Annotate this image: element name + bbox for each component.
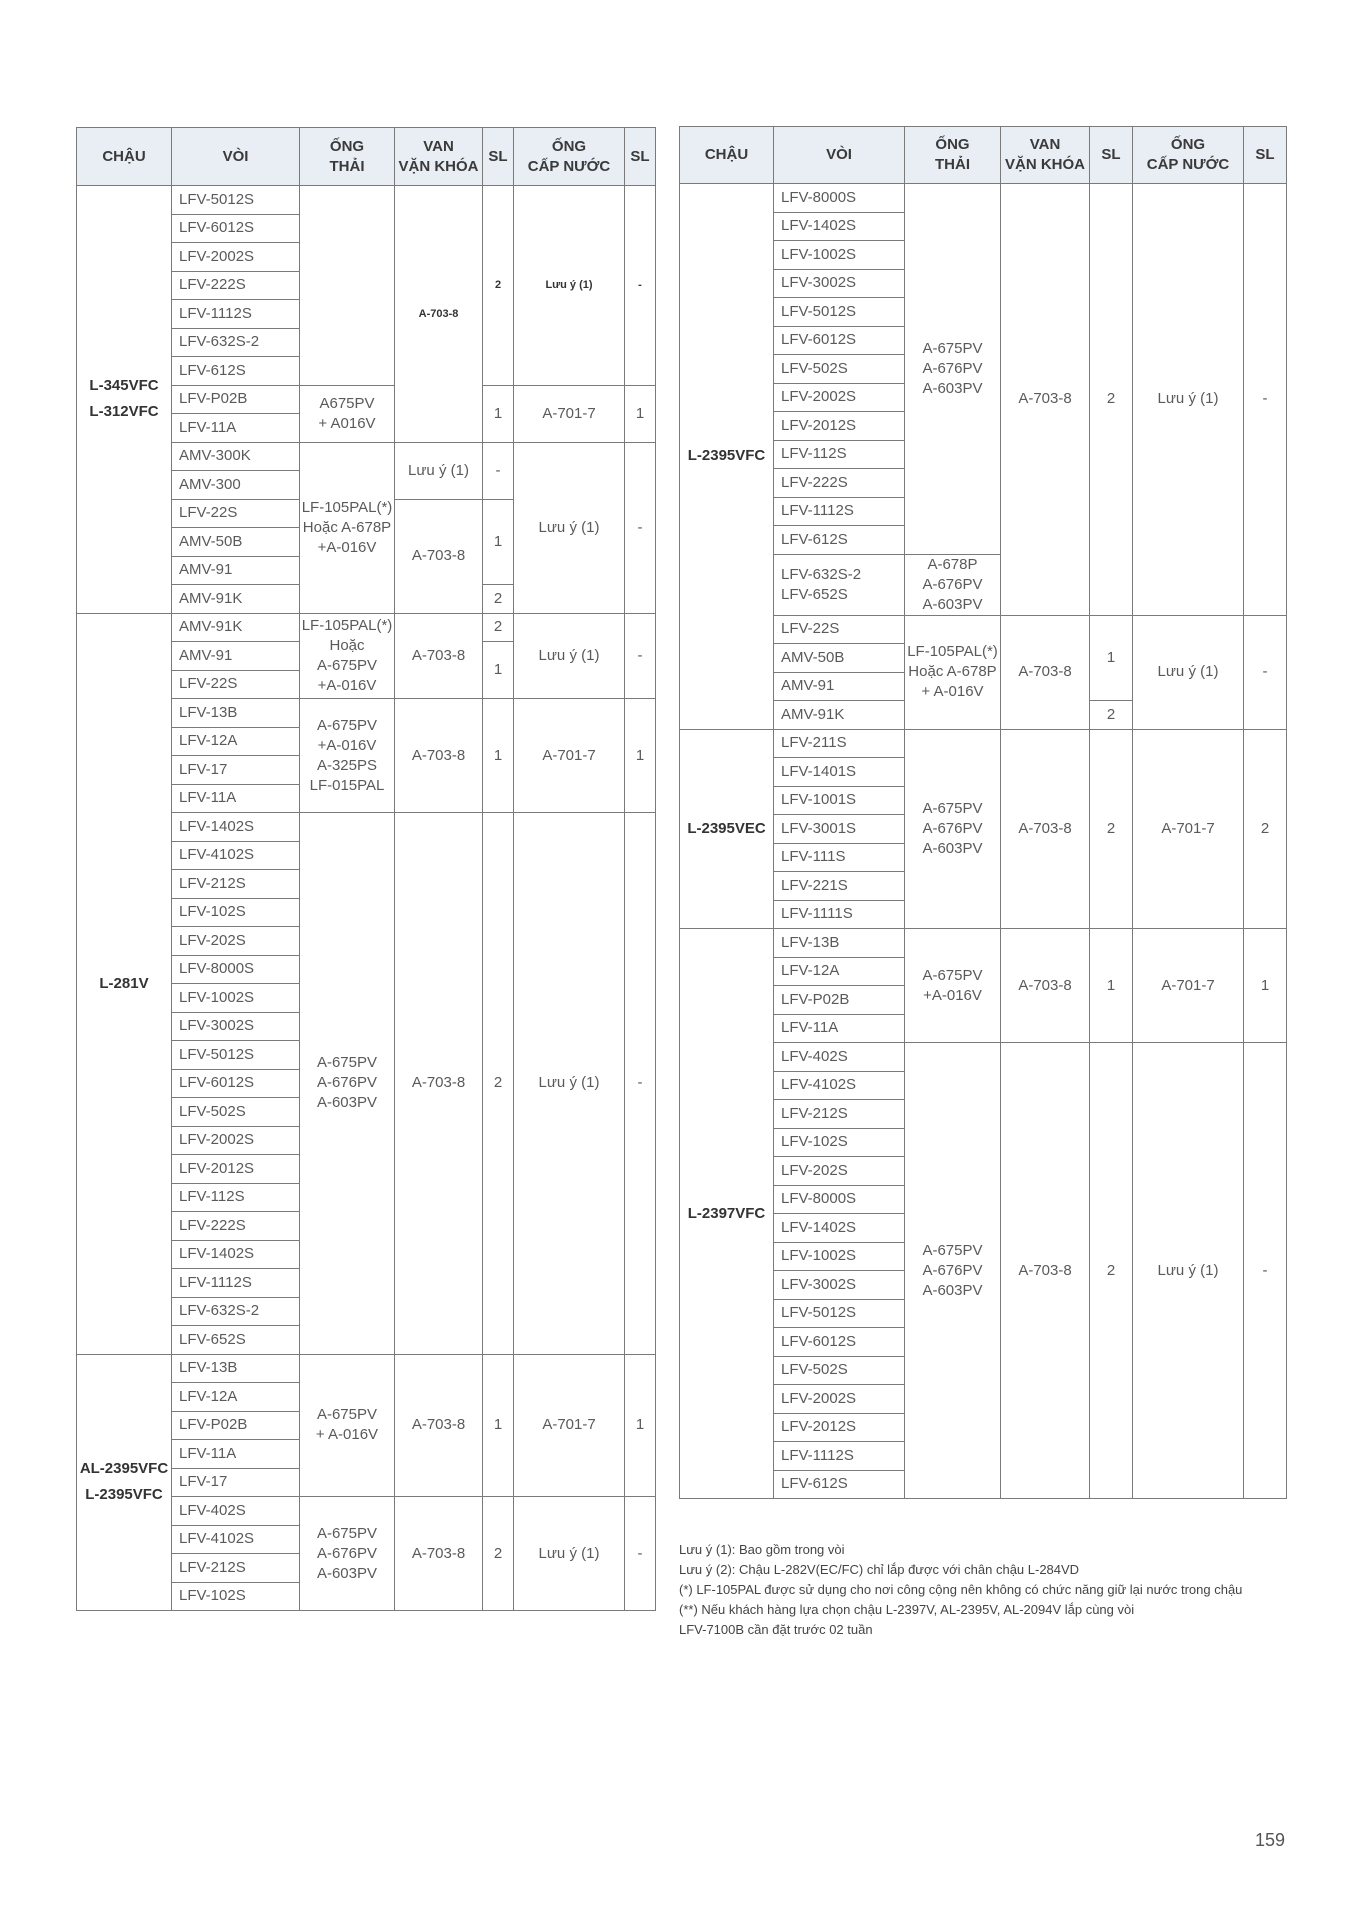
faucet-cell: LFV-1402S xyxy=(172,813,300,842)
drain-pipe-cell: A-675PV + A-016V xyxy=(300,1354,395,1497)
supply-pipe-cell: A-701-7 xyxy=(1133,729,1244,929)
faucet-cell: LFV-502S xyxy=(774,1356,905,1385)
faucet-cell: AMV-91K xyxy=(774,701,905,730)
header-voi: VÒI xyxy=(172,128,300,186)
faucet-cell: LFV-4102S xyxy=(172,1525,300,1554)
faucet-cell: LFV-2002S xyxy=(774,1385,905,1414)
supply-quantity-cell: - xyxy=(1244,1043,1287,1499)
faucet-cell: AMV-91K xyxy=(172,585,300,614)
faucet-cell: LFV-632S-2 xyxy=(172,328,300,357)
footnote: LFV-7100B cần đặt trước 02 tuần xyxy=(679,1622,873,1637)
supply-quantity-cell: - xyxy=(625,442,656,613)
valve-cell: A-703-8 xyxy=(395,1354,483,1497)
faucet-cell: LFV-632S-2 LFV-652S xyxy=(774,554,905,615)
faucet-cell: LFV-6012S xyxy=(774,1328,905,1357)
faucet-cell: LFV-4102S xyxy=(172,841,300,870)
supply-quantity-cell: - xyxy=(625,1497,656,1611)
faucet-cell: LFV-112S xyxy=(774,440,905,469)
header-sl: SL xyxy=(483,128,514,186)
faucet-cell: AMV-91 xyxy=(172,642,300,671)
faucet-cell: LFV-12A xyxy=(774,957,905,986)
faucet-cell: LFV-22S xyxy=(172,670,300,699)
quantity-cell: 1 xyxy=(1090,615,1133,701)
header-van-van-khoa: VAN VẶN KHÓA xyxy=(1001,127,1090,184)
faucet-cell: AMV-300 xyxy=(172,471,300,500)
quantity-cell: 2 xyxy=(483,613,514,642)
faucet-cell: LFV-5012S xyxy=(172,1041,300,1070)
valve-cell: A-703-8 xyxy=(395,1497,483,1611)
faucet-cell: LFV-4102S xyxy=(774,1071,905,1100)
table-row xyxy=(77,1354,656,1383)
supply-quantity-cell: 1 xyxy=(625,385,656,442)
faucet-cell: LFV-17 xyxy=(172,756,300,785)
faucet-cell: LFV-612S xyxy=(774,1470,905,1499)
faucet-cell: LFV-1111S xyxy=(774,900,905,929)
valve-cell: A-703-8 xyxy=(1001,615,1090,729)
basin-cell: L-281V xyxy=(77,613,172,1354)
faucet-cell: LFV-8000S xyxy=(774,1185,905,1214)
footnote: (*) LF-105PAL được sử dụng cho nơi công cộng nên không có chức năng giữ lại nước trong chậu xyxy=(679,1582,1243,1597)
table-header-row xyxy=(77,128,656,186)
faucet-cell: LFV-P02B xyxy=(172,1411,300,1440)
table-row xyxy=(680,184,1287,213)
table-row xyxy=(77,186,656,215)
faucet-cell: LFV-1401S xyxy=(774,758,905,787)
table-body xyxy=(77,186,656,1611)
faucet-cell: LFV-2012S xyxy=(172,1155,300,1184)
faucet-cell: LFV-1112S xyxy=(172,1269,300,1298)
supply-pipe-cell: Lưu ý (1) xyxy=(1133,184,1244,616)
faucet-cell: LFV-632S-2 xyxy=(172,1297,300,1326)
valve-cell: A-703-8 xyxy=(395,813,483,1355)
faucet-cell: LFV-11A xyxy=(172,784,300,813)
faucet-cell: AMV-91 xyxy=(774,672,905,701)
faucet-cell: LFV-652S xyxy=(172,1326,300,1355)
faucet-cell: AMV-50B xyxy=(774,644,905,673)
quantity-cell: 2 xyxy=(1090,701,1133,730)
compatibility-table-right xyxy=(679,126,1287,1499)
faucet-cell: LFV-1112S xyxy=(774,1442,905,1471)
faucet-cell: LFV-2002S xyxy=(172,243,300,272)
faucet-cell: LFV-1402S xyxy=(172,1240,300,1269)
faucet-cell: LFV-612S xyxy=(774,526,905,555)
faucet-cell: AMV-91K xyxy=(172,613,300,642)
faucet-cell: LFV-5012S xyxy=(774,1299,905,1328)
faucet-cell: AMV-300K xyxy=(172,442,300,471)
faucet-cell: LFV-13B xyxy=(172,699,300,728)
drain-pipe-cell: LF-105PAL(*) Hoặc A-678P +A-016V xyxy=(300,442,395,613)
basin-cell: AL-2395VFC L-2395VFC xyxy=(77,1354,172,1611)
faucet-cell: AMV-50B xyxy=(172,528,300,557)
basin-cell: L-345VFC L-312VFC xyxy=(77,186,172,614)
supply-quantity-cell: - xyxy=(625,813,656,1355)
faucet-cell: LFV-1002S xyxy=(172,984,300,1013)
faucet-cell: LFV-5012S xyxy=(172,186,300,215)
quantity-cell: 1 xyxy=(483,642,514,699)
faucet-cell: LFV-102S xyxy=(172,1582,300,1611)
quantity-cell: 2 xyxy=(483,186,514,386)
faucet-cell: LFV-6012S xyxy=(172,214,300,243)
faucet-cell: LFV-212S xyxy=(172,1554,300,1583)
header-sl-2: SL xyxy=(625,128,656,186)
page-number: 159 xyxy=(1255,1830,1286,1850)
footnote: (**) Nếu khách hàng lựa chọn chậu L-2397V, AL-2395V, AL-2094V lắp cùng vòi xyxy=(679,1602,1135,1617)
faucet-cell: LFV-111S xyxy=(774,843,905,872)
valve-cell: A-703-8 xyxy=(395,186,483,443)
faucet-cell: LFV-612S xyxy=(172,357,300,386)
basin-cell: L-2397VFC xyxy=(680,929,774,1499)
faucet-cell: LFV-222S xyxy=(774,469,905,498)
faucet-cell: LFV-1402S xyxy=(774,1214,905,1243)
header-ong-thai: ỐNG THẢI xyxy=(905,127,1001,184)
faucet-cell: LFV-402S xyxy=(774,1043,905,1072)
supply-quantity-cell: - xyxy=(1244,184,1287,616)
quantity-cell: 1 xyxy=(1090,929,1133,1043)
faucet-cell: LFV-2012S xyxy=(774,1413,905,1442)
drain-pipe-cell: A-675PV +A-016V A-325PS LF-015PAL xyxy=(300,699,395,813)
supply-quantity-cell: 1 xyxy=(1244,929,1287,1043)
faucet-cell: LFV-202S xyxy=(172,927,300,956)
faucet-cell: LFV-1112S xyxy=(774,497,905,526)
faucet-cell: LFV-12A xyxy=(172,1383,300,1412)
faucet-cell: LFV-12A xyxy=(172,727,300,756)
faucet-cell: LFV-22S xyxy=(172,499,300,528)
faucet-cell: LFV-1402S xyxy=(774,212,905,241)
footnote: Lưu ý (1): Bao gồm trong vòi xyxy=(679,1542,845,1557)
valve-cell: A-703-8 xyxy=(1001,1043,1090,1499)
quantity-cell: 1 xyxy=(483,499,514,585)
drain-pipe-cell: A-675PV A-676PV A-603PV xyxy=(300,813,395,1355)
faucet-cell: LFV-211S xyxy=(774,729,905,758)
table-header-row xyxy=(680,127,1287,184)
faucet-cell: LFV-221S xyxy=(774,872,905,901)
faucet-cell: LFV-13B xyxy=(774,929,905,958)
header-sl: SL xyxy=(1090,127,1133,184)
quantity-cell: 1 xyxy=(483,1354,514,1497)
supply-pipe-cell: Lưu ý (1) xyxy=(514,813,625,1355)
faucet-cell: LFV-8000S xyxy=(774,184,905,213)
valve-cell: A-703-8 xyxy=(395,699,483,813)
header-ong-cap-nuoc: ỐNG CẤP NƯỚC xyxy=(514,128,625,186)
supply-quantity-cell: 1 xyxy=(625,1354,656,1497)
supply-pipe-cell: A-701-7 xyxy=(1133,929,1244,1043)
supply-pipe-cell: Lưu ý (1) xyxy=(514,1497,625,1611)
valve-cell: A-703-8 xyxy=(395,613,483,699)
supply-pipe-cell: A-701-7 xyxy=(514,385,625,442)
supply-quantity-cell: - xyxy=(625,613,656,699)
drain-pipe-cell: LF-105PAL(*) Hoặc A-675PV +A-016V xyxy=(300,613,395,699)
faucet-cell: LFV-1002S xyxy=(774,1242,905,1271)
faucet-cell: LFV-22S xyxy=(774,615,905,644)
faucet-cell: LFV-11A xyxy=(774,1014,905,1043)
table-body xyxy=(680,184,1287,1499)
faucet-cell: LFV-102S xyxy=(172,898,300,927)
faucet-cell: LFV-11A xyxy=(172,1440,300,1469)
footnotes xyxy=(679,1540,1242,1640)
valve-cell: Lưu ý (1) xyxy=(395,442,483,499)
compatibility-table-left xyxy=(76,127,656,1611)
faucet-cell: LFV-13B xyxy=(172,1354,300,1383)
faucet-cell: LFV-5012S xyxy=(774,298,905,327)
faucet-cell: LFV-402S xyxy=(172,1497,300,1526)
quantity-cell: 2 xyxy=(483,813,514,1355)
faucet-cell: LFV-11A xyxy=(172,414,300,443)
table-row xyxy=(680,929,1287,958)
faucet-cell: LFV-1001S xyxy=(774,786,905,815)
faucet-cell: LFV-3002S xyxy=(774,269,905,298)
faucet-cell: LFV-6012S xyxy=(172,1069,300,1098)
faucet-cell: LFV-222S xyxy=(172,1212,300,1241)
quantity-cell: 2 xyxy=(1090,729,1133,929)
quantity-cell: 2 xyxy=(483,1497,514,1611)
basin-cell: L-2395VEC xyxy=(680,729,774,929)
faucet-cell: LFV-212S xyxy=(774,1100,905,1129)
supply-quantity-cell: - xyxy=(625,186,656,386)
drain-pipe-cell: A-675PV A-676PV A-603PV xyxy=(300,1497,395,1611)
supply-quantity-cell: 1 xyxy=(625,699,656,813)
drain-pipe-cell: LF-105PAL(*) Hoặc A-678P + A-016V xyxy=(905,615,1001,729)
quantity-cell: 2 xyxy=(483,585,514,614)
table-row xyxy=(680,729,1287,758)
drain-pipe-cell: A-675PV A-676PV A-603PV xyxy=(905,1043,1001,1499)
faucet-cell: LFV-502S xyxy=(774,355,905,384)
drain-pipe-cell: A-678P A-676PV A-603PV xyxy=(905,554,1001,615)
faucet-cell: LFV-6012S xyxy=(774,326,905,355)
supply-pipe-cell: A-701-7 xyxy=(514,1354,625,1497)
footnote: Lưu ý (2): Chậu L-282V(EC/FC) chỉ lắp được với chân chậu L-284VD xyxy=(679,1562,1080,1577)
supply-pipe-cell: A-701-7 xyxy=(514,699,625,813)
faucet-cell: LFV-P02B xyxy=(774,986,905,1015)
faucet-cell: LFV-222S xyxy=(172,271,300,300)
supply-pipe-cell: Lưu ý (1) xyxy=(514,613,625,699)
faucet-cell: LFV-1112S xyxy=(172,300,300,329)
faucet-cell: LFV-2002S xyxy=(172,1126,300,1155)
faucet-cell: LFV-3002S xyxy=(774,1271,905,1300)
faucet-cell: LFV-P02B xyxy=(172,385,300,414)
header-ong-cap-nuoc: ỐNG CẤP NƯỚC xyxy=(1133,127,1244,184)
header-van-van-khoa: VAN VẶN KHÓA xyxy=(395,128,483,186)
supply-quantity-cell: - xyxy=(1244,615,1287,729)
valve-cell: A-703-8 xyxy=(1001,184,1090,616)
faucet-cell: LFV-202S xyxy=(774,1157,905,1186)
header-sl-2: SL xyxy=(1244,127,1287,184)
quantity-cell: 2 xyxy=(1090,184,1133,616)
faucet-cell: LFV-112S xyxy=(172,1183,300,1212)
supply-quantity-cell: 2 xyxy=(1244,729,1287,929)
header-chau: CHẬU xyxy=(77,128,172,186)
supply-pipe-cell: Lưu ý (1) xyxy=(1133,615,1244,729)
valve-cell: A-703-8 xyxy=(1001,929,1090,1043)
faucet-cell: LFV-2002S xyxy=(774,383,905,412)
supply-pipe-cell: Lưu ý (1) xyxy=(1133,1043,1244,1499)
drain-pipe-cell xyxy=(300,186,395,386)
valve-cell: A-703-8 xyxy=(1001,729,1090,929)
quantity-cell: 1 xyxy=(483,385,514,442)
drain-pipe-cell: A-675PV A-676PV A-603PV xyxy=(905,729,1001,929)
faucet-cell: LFV-212S xyxy=(172,870,300,899)
quantity-cell: 1 xyxy=(483,699,514,813)
faucet-cell: LFV-17 xyxy=(172,1468,300,1497)
drain-pipe-cell: A-675PV +A-016V xyxy=(905,929,1001,1043)
faucet-cell: AMV-91 xyxy=(172,556,300,585)
header-ong-thai: ỐNG THẢI xyxy=(300,128,395,186)
faucet-cell: LFV-502S xyxy=(172,1098,300,1127)
valve-cell: A-703-8 xyxy=(395,499,483,613)
basin-cell: L-2395VFC xyxy=(680,184,774,730)
quantity-cell: 2 xyxy=(1090,1043,1133,1499)
header-voi: VÒI xyxy=(774,127,905,184)
supply-pipe-cell: Lưu ý (1) xyxy=(514,186,625,386)
quantity-cell: - xyxy=(483,442,514,499)
faucet-cell: LFV-3002S xyxy=(172,1012,300,1041)
header-chau: CHẬU xyxy=(680,127,774,184)
drain-pipe-cell: A675PV + A016V xyxy=(300,385,395,442)
faucet-cell: LFV-8000S xyxy=(172,955,300,984)
table-row xyxy=(77,613,656,642)
faucet-cell: LFV-2012S xyxy=(774,412,905,441)
drain-pipe-cell: A-675PV A-676PV A-603PV xyxy=(905,184,1001,555)
faucet-cell: LFV-3001S xyxy=(774,815,905,844)
faucet-cell: LFV-1002S xyxy=(774,241,905,270)
supply-pipe-cell: Lưu ý (1) xyxy=(514,442,625,613)
faucet-cell: LFV-102S xyxy=(774,1128,905,1157)
